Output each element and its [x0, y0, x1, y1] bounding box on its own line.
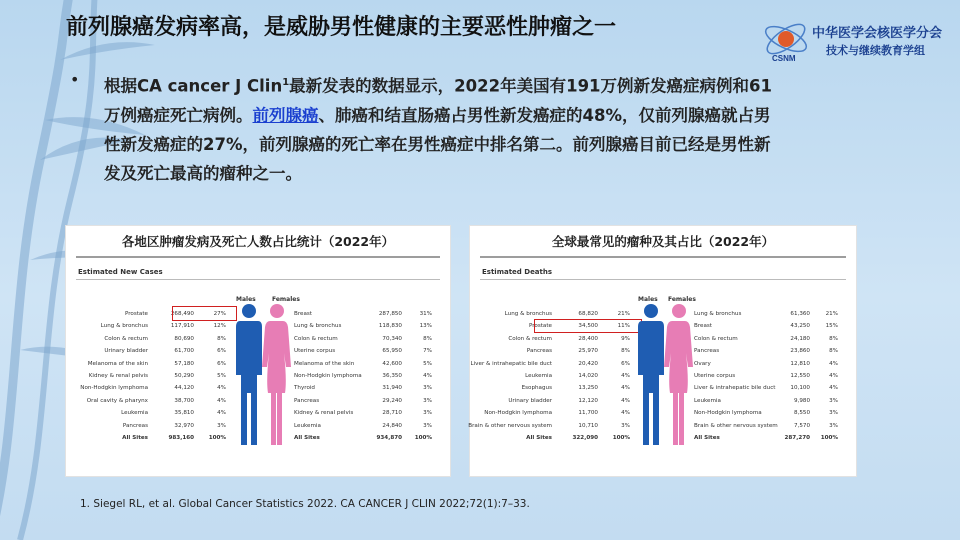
table-row — [470, 333, 638, 345]
site-name: Liver & intrahepatic bile duct — [694, 385, 776, 392]
males-header: Males — [638, 296, 658, 303]
case-percent: 100% — [414, 434, 432, 441]
table-row — [692, 432, 848, 444]
case-count: 34,500 — [578, 323, 598, 330]
site-name: Urinary bladder — [508, 397, 552, 404]
site-name: Lung & bronchus — [100, 323, 148, 330]
case-count: 983,160 — [168, 434, 194, 441]
site-name: All Sites — [122, 434, 148, 441]
site-name: Brain & other nervous system — [694, 422, 778, 429]
case-percent: 4% — [621, 385, 630, 392]
case-percent: 15% — [825, 323, 838, 330]
prostate-highlight-box — [172, 306, 237, 321]
case-percent: 21% — [617, 311, 630, 317]
site-name: Leukemia — [694, 397, 721, 404]
male-figure-icon — [636, 302, 666, 452]
case-percent: 4% — [217, 410, 226, 417]
para-part-1: 根据CA cancer J Clin — [104, 76, 283, 96]
table-row — [692, 420, 848, 432]
site-name: Thyroid — [294, 385, 315, 392]
site-name: Lung & bronchus — [504, 311, 552, 317]
case-count: 80,690 — [174, 335, 194, 342]
case-count: 13,250 — [578, 385, 598, 392]
para-part-3: 、肺癌和结直肠癌占男性新发癌症的48%，仅前列腺癌就占男性新发癌症的27%，前列腺癌的死亡率在男性癌症中排名第二。前列腺癌目前已经是男性新发及死亡最高的瘤种之一。 — [104, 105, 771, 183]
site-name: Pancreas — [694, 348, 720, 355]
case-count: 24,180 — [790, 335, 810, 342]
table-row — [292, 432, 442, 444]
case-percent: 4% — [621, 372, 630, 379]
case-count: 42,600 — [382, 360, 402, 367]
case-count: 44,120 — [174, 385, 194, 392]
table-row — [470, 395, 638, 407]
table-row — [66, 382, 236, 394]
site-name: Colon & rectum — [508, 335, 552, 342]
table-row — [470, 370, 638, 382]
case-percent: 100% — [208, 434, 226, 441]
males-new-cases-table — [66, 308, 236, 444]
table-row — [66, 358, 236, 370]
site-name: Leukemia — [121, 410, 148, 417]
table-row — [470, 420, 638, 432]
site-name: Melanoma of the skin — [87, 360, 148, 367]
site-name: Kidney & renal pelvis — [294, 410, 354, 417]
case-count: 61,360 — [790, 311, 810, 317]
panel-title-divider — [76, 256, 440, 258]
site-name: Melanoma of the skin — [294, 360, 355, 367]
site-name: Non-Hodgkin lymphoma — [484, 410, 552, 417]
site-name: Non-Hodgkin lymphoma — [694, 410, 762, 417]
case-count: 24,840 — [382, 422, 402, 429]
site-name: Prostate — [528, 323, 552, 330]
deaths-subtitle: Estimated Deaths — [482, 268, 553, 276]
site-name: Colon & rectum — [104, 335, 148, 342]
case-percent: 8% — [217, 335, 226, 342]
case-count: 10,710 — [578, 422, 598, 429]
table-row — [692, 308, 848, 320]
case-percent: 5% — [423, 360, 432, 367]
table-row — [470, 358, 638, 370]
subtitle-divider — [76, 279, 440, 280]
case-percent: 4% — [829, 360, 838, 367]
case-percent: 3% — [621, 422, 630, 429]
table-row — [692, 345, 848, 357]
citation-sup: 1 — [282, 77, 290, 88]
table-row — [292, 358, 442, 370]
site-name: Lung & bronchus — [694, 311, 742, 317]
case-percent: 3% — [829, 397, 838, 404]
table-row — [692, 370, 848, 382]
table-row — [692, 358, 848, 370]
case-percent: 8% — [829, 348, 838, 355]
case-count: 268,490 — [170, 311, 194, 317]
table-row — [470, 432, 638, 444]
table-row — [692, 333, 848, 345]
case-count: 57,180 — [174, 360, 194, 367]
case-percent: 3% — [423, 385, 432, 392]
case-percent: 8% — [621, 348, 630, 355]
case-count: 12,120 — [578, 397, 598, 404]
case-percent: 7% — [423, 348, 432, 355]
females-header: Females — [272, 296, 300, 303]
page-title: 前列腺癌发病率高，是威胁男性健康的主要恶性肿瘤之一 — [66, 15, 617, 40]
table-row — [292, 420, 442, 432]
table-row — [692, 395, 848, 407]
case-percent: 8% — [829, 335, 838, 342]
female-figure-icon — [664, 302, 694, 452]
site-name: Leukemia — [294, 422, 321, 429]
table-row — [66, 432, 236, 444]
new-cases-panel-title: 各地区肿瘤发病及死亡人数占比统计（2022年） — [121, 234, 395, 249]
table-row — [470, 407, 638, 419]
site-name: Lung & bronchus — [294, 323, 342, 330]
logo-abbr: CSNM — [772, 54, 796, 63]
case-percent: 27% — [213, 311, 226, 317]
case-percent: 12% — [213, 323, 226, 330]
case-count: 118,830 — [378, 323, 402, 330]
case-percent: 13% — [419, 323, 432, 330]
new-cases-subtitle: Estimated New Cases — [78, 268, 163, 276]
case-count: 28,710 — [382, 410, 402, 417]
case-percent: 6% — [217, 360, 226, 367]
case-count: 36,350 — [382, 372, 402, 379]
case-percent: 11% — [617, 323, 630, 330]
table-row — [470, 345, 638, 357]
table-row — [692, 407, 848, 419]
site-name: Uterine corpus — [694, 372, 736, 379]
males-header: Males — [236, 296, 256, 303]
site-name: Brain & other nervous system — [468, 422, 552, 429]
site-name: Colon & rectum — [294, 335, 338, 342]
bullet-marker: • — [70, 70, 80, 89]
site-name: Oral cavity & pharynx — [86, 397, 148, 404]
case-count: 322,090 — [572, 434, 598, 441]
site-name: All Sites — [694, 434, 720, 441]
case-percent: 3% — [423, 397, 432, 404]
site-name: Non-Hodgkin lymphoma — [294, 372, 362, 379]
case-count: 23,860 — [790, 348, 810, 355]
site-name: Ovary — [694, 360, 711, 367]
case-count: 68,820 — [578, 311, 598, 317]
case-percent: 8% — [423, 335, 432, 342]
site-name: Pancreas — [294, 397, 320, 404]
case-percent: 3% — [423, 422, 432, 429]
para-part-2: 最新发表的数据显示，2022年美国有191万例新发癌症病例和61万例癌症死亡病例。 — [104, 76, 772, 125]
case-count: 65,950 — [382, 348, 402, 355]
site-name: Prostate — [124, 311, 148, 317]
intro-paragraph — [104, 68, 784, 188]
table-row — [692, 382, 848, 394]
case-count: 12,550 — [790, 372, 810, 379]
male-figure-icon — [234, 302, 264, 452]
case-percent: 3% — [829, 410, 838, 417]
case-percent: 4% — [621, 410, 630, 417]
case-percent: 100% — [612, 434, 630, 441]
case-count: 20,420 — [578, 360, 598, 367]
case-count: 25,970 — [578, 348, 598, 355]
new-cases-panel — [66, 226, 450, 476]
panel-title-divider — [480, 256, 846, 258]
case-count: 29,240 — [382, 397, 402, 404]
case-percent: 4% — [621, 397, 630, 404]
site-name: Breast — [694, 323, 712, 330]
case-percent: 4% — [423, 372, 432, 379]
prostate-highlight-box — [534, 319, 642, 333]
site-name: Leukemia — [525, 372, 552, 379]
case-count: 12,810 — [790, 360, 810, 367]
case-percent: 4% — [217, 397, 226, 404]
table-row — [66, 420, 236, 432]
table-row — [292, 395, 442, 407]
table-row — [692, 320, 848, 332]
case-percent: 21% — [825, 311, 838, 317]
site-name: Pancreas — [526, 348, 552, 355]
site-name: Colon & rectum — [694, 335, 738, 342]
site-name: Non-Hodgkin lymphoma — [80, 385, 148, 392]
case-count: 11,700 — [578, 410, 598, 417]
case-count: 14,020 — [578, 372, 598, 379]
deaths-panel-title: 全球最常见的瘤种及其占比（2022年） — [551, 234, 775, 249]
logo-group-name: 技术与继续教育学组 — [826, 44, 925, 57]
case-count: 7,570 — [793, 422, 810, 429]
case-percent: 3% — [423, 410, 432, 417]
site-name: Urinary bladder — [104, 348, 148, 355]
table-row — [292, 308, 442, 320]
case-count: 70,340 — [382, 335, 402, 342]
female-figure-icon — [262, 302, 292, 452]
subtitle-divider — [480, 279, 846, 280]
case-count: 8,550 — [793, 410, 810, 417]
case-count: 10,100 — [790, 385, 810, 392]
case-count: 35,810 — [174, 410, 194, 417]
site-name: All Sites — [526, 434, 552, 441]
case-percent: 31% — [419, 311, 432, 317]
table-row — [292, 320, 442, 332]
case-count: 934,870 — [376, 434, 402, 441]
case-percent: 4% — [217, 385, 226, 392]
table-row — [292, 407, 442, 419]
case-count: 50,290 — [174, 372, 194, 379]
table-row — [66, 345, 236, 357]
case-count: 117,910 — [170, 323, 194, 330]
table-row — [66, 407, 236, 419]
reference-citation: 1. Siegel RL, et al. Global Cancer Statistics 2022. CA CANCER J CLIN 2022;72(1):7–33. — [80, 498, 530, 510]
site-name: Kidney & renal pelvis — [88, 372, 148, 379]
site-name: Breast — [294, 311, 312, 317]
table-row — [292, 345, 442, 357]
case-percent: 3% — [217, 422, 226, 429]
case-count: 38,700 — [174, 397, 194, 404]
case-percent: 5% — [217, 372, 226, 379]
table-row — [66, 333, 236, 345]
table-row — [292, 333, 442, 345]
case-percent: 100% — [820, 434, 838, 441]
logo-org-name: 中华医学会核医学分会 — [812, 26, 943, 41]
prostate-cancer-link[interactable]: 前列腺癌 — [252, 105, 319, 125]
case-count: 43,250 — [790, 323, 810, 330]
case-count: 287,850 — [378, 311, 402, 317]
case-percent: 6% — [621, 360, 630, 367]
case-count: 61,700 — [174, 348, 194, 355]
case-percent: 4% — [829, 372, 838, 379]
table-row — [66, 320, 236, 332]
table-row — [470, 382, 638, 394]
site-name: Esophagus — [521, 385, 552, 392]
case-percent: 9% — [621, 335, 630, 342]
case-percent: 6% — [217, 348, 226, 355]
females-new-cases-table — [292, 308, 442, 444]
table-row — [292, 370, 442, 382]
table-row — [66, 370, 236, 382]
case-percent: 3% — [829, 422, 838, 429]
site-name: Pancreas — [122, 422, 148, 429]
case-count: 31,940 — [382, 385, 402, 392]
case-count: 9,980 — [793, 397, 810, 404]
table-row — [66, 395, 236, 407]
table-row — [292, 382, 442, 394]
case-count: 28,400 — [578, 335, 598, 342]
case-percent: 4% — [829, 385, 838, 392]
females-header: Females — [668, 296, 696, 303]
site-name: Uterine corpus — [294, 348, 336, 355]
site-name: Liver & intrahepatic bile duct — [470, 360, 552, 367]
site-name: All Sites — [294, 434, 320, 441]
deaths-panel — [470, 226, 856, 476]
females-deaths-table — [692, 308, 848, 444]
case-count: 287,270 — [784, 434, 810, 441]
case-count: 32,970 — [174, 422, 194, 429]
